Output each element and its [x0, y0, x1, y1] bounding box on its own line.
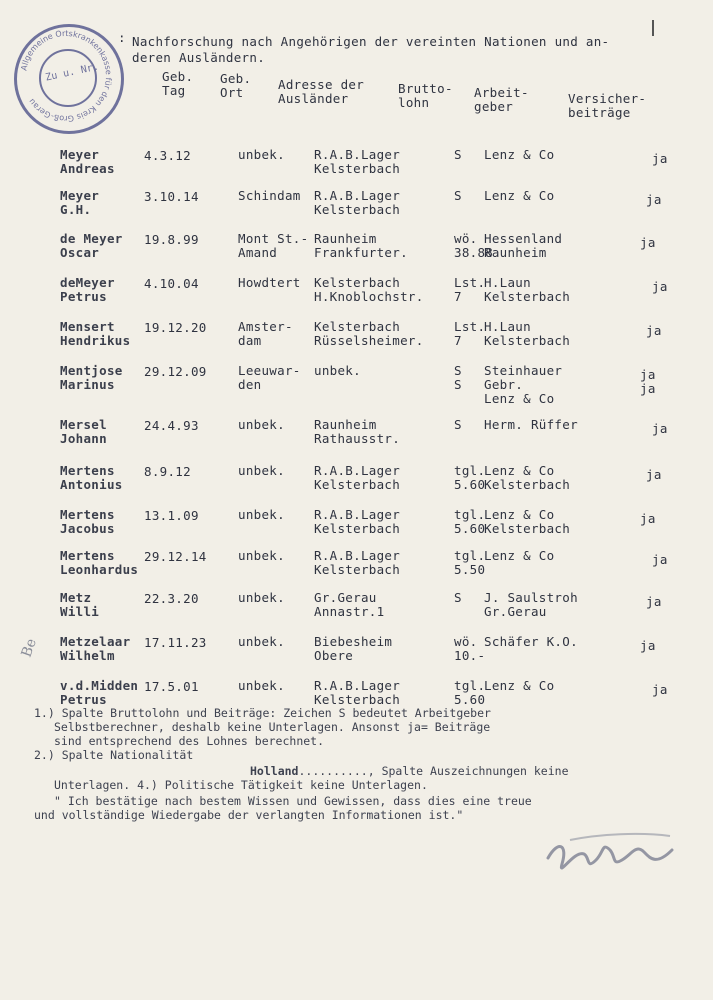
row-brutto-line: Lst.	[454, 275, 486, 290]
row-place-line: Mont St.-	[238, 231, 309, 246]
row-ja-line: ja	[652, 682, 668, 697]
row-date: 29.12.09	[144, 364, 207, 379]
row-brutto	[454, 508, 485, 536]
row-name-line: Oscar	[60, 245, 100, 260]
row-name	[60, 418, 107, 446]
row-name	[60, 320, 130, 348]
footnote-1: 1.) Spalte Bruttolohn und Beiträge: Zeichen S bedeutet Arbeitgeber	[34, 706, 491, 720]
row-addr-line: H.Knoblochstr.	[314, 289, 424, 304]
header-line1: Nachforschung nach Angehörigen der vereinten Nationen und an-	[132, 34, 610, 49]
footnote-3: Unterlagen. 4.) Politische Tätigkeit keine Unterlagen.	[54, 778, 428, 792]
row-place-line: Schindam	[238, 188, 301, 203]
row-addr-line: Raunheim	[314, 417, 377, 432]
row-addr	[314, 232, 408, 260]
row-ja	[640, 639, 656, 653]
row-ja-line: ja	[652, 279, 668, 294]
row-addr-line: Gr.Gerau	[314, 590, 377, 605]
header-line2: deren Ausländern.	[132, 50, 266, 65]
row-brutto	[454, 591, 462, 605]
row-ja	[652, 683, 668, 697]
row-date: 22.3.20	[144, 591, 199, 606]
row-ja-line: ja	[640, 511, 656, 526]
row-brutto-line: 5.60	[454, 521, 486, 536]
row-addr-line: R.A.B.Lager	[314, 507, 401, 522]
row-ja-line: ja	[652, 421, 668, 436]
row-addr-line: Kelsterbach	[314, 562, 401, 577]
row-name-line: Wilhelm	[60, 648, 115, 663]
row-employer	[484, 418, 578, 432]
row-ja	[646, 324, 662, 338]
row-addr	[314, 635, 392, 663]
row-brutto-line: 38.88	[454, 245, 494, 260]
row-ja-line: ja	[646, 594, 662, 609]
row-addr-line: Kelsterbach	[314, 275, 401, 290]
row-addr	[314, 679, 400, 707]
row-employer-line: Kelsterbach	[484, 521, 571, 536]
row-addr-line: Rathausstr.	[314, 431, 401, 446]
row-addr	[314, 364, 361, 378]
row-employer-line: Lenz & Co	[484, 391, 555, 406]
corner-mark	[652, 20, 654, 36]
row-name-line: Marinus	[60, 377, 115, 392]
row-date: 4.3.12	[144, 148, 191, 163]
row-name-line: Mertens	[60, 507, 115, 522]
row-name	[60, 549, 138, 577]
row-place-line: unbek.	[238, 634, 285, 649]
row-brutto-line: S	[454, 363, 462, 378]
footnote-1b: Selbstberechner, deshalb keine Unterlagen. Ansonst ja= Beiträge	[54, 720, 491, 734]
row-addr	[314, 464, 400, 492]
row-brutto-line: S	[454, 147, 462, 162]
row-date: 3.10.14	[144, 189, 199, 204]
row-place	[238, 418, 285, 432]
row-employer	[484, 549, 554, 563]
row-brutto	[454, 320, 485, 348]
row-ja	[652, 422, 668, 436]
row-employer-line: Lenz & Co	[484, 507, 555, 522]
row-addr-line: Kelsterbach	[314, 477, 401, 492]
row-name	[60, 679, 138, 707]
row-addr	[314, 508, 400, 536]
col-versicher: Versicher- beiträge	[568, 91, 647, 120]
row-employer-line: J. Saulstroh	[484, 590, 578, 605]
row-ja-line: ja	[640, 367, 656, 382]
row-brutto-line: 5.60	[454, 692, 486, 707]
row-addr	[314, 148, 400, 176]
row-addr-line: Rüsselsheimer.	[314, 333, 424, 348]
row-ja-line: ja	[646, 192, 662, 207]
row-place-line: unbek.	[238, 678, 285, 693]
row-name-line: Meyer	[60, 147, 100, 162]
row-brutto-line: 7	[454, 333, 462, 348]
row-place	[238, 189, 301, 203]
row-brutto-line: Lst.	[454, 319, 486, 334]
row-brutto-line: tgl.	[454, 678, 486, 693]
row-ja-line: ja	[646, 467, 662, 482]
row-addr	[314, 276, 424, 304]
row-name-line: v.d.Midden	[60, 678, 139, 693]
row-ja	[652, 152, 668, 166]
row-employer	[484, 148, 554, 162]
row-ja-line: ja	[652, 151, 668, 166]
row-name-line: Metz	[60, 590, 92, 605]
row-ja	[652, 280, 668, 294]
declaration-line1: " Ich bestätige nach bestem Wissen und Gewissen, dass dies eine treue	[54, 794, 532, 808]
row-ja	[640, 236, 656, 250]
row-addr-line: Frankfurter.	[314, 245, 408, 260]
row-place-line: Amster-	[238, 319, 293, 334]
row-employer-line: Raunheim	[484, 245, 547, 260]
footnote-2-line: Holland.........., Spalte Auszeichnungen keine	[250, 764, 569, 778]
row-name-line: Mertens	[60, 463, 115, 478]
row-ja-line: ja	[640, 381, 656, 396]
row-employer	[484, 189, 554, 203]
row-ja	[652, 553, 668, 567]
row-date: 24.4.93	[144, 418, 199, 433]
row-place	[238, 276, 301, 290]
row-place-line: Howdtert	[238, 275, 301, 290]
row-employer-line: H.Laun	[484, 319, 531, 334]
declaration-line2: und vollständige Wiedergabe der verlangten Informationen ist."	[34, 808, 464, 822]
col-geb-ort: Geb. Ort	[220, 71, 252, 100]
row-brutto	[454, 549, 485, 577]
row-addr-line: R.A.B.Lager	[314, 463, 401, 478]
row-addr-line: Obere	[314, 648, 354, 663]
row-brutto	[454, 418, 462, 432]
row-employer	[484, 232, 562, 260]
col-arbeitgeber: Arbeit- geber	[474, 85, 529, 114]
row-name	[60, 232, 123, 260]
row-addr-line: Biebesheim	[314, 634, 393, 649]
row-employer-line: Lenz & Co	[484, 548, 555, 563]
row-place-line: den	[238, 377, 262, 392]
row-brutto-line: 5.50	[454, 562, 486, 577]
col-adresse: Adresse der Ausländer	[278, 77, 365, 106]
row-addr-line: Kelsterbach	[314, 521, 401, 536]
row-ja	[646, 595, 662, 609]
row-date: 19.12.20	[144, 320, 207, 335]
row-brutto	[454, 679, 485, 707]
row-employer-line: Gr.Gerau	[484, 604, 547, 619]
row-brutto-line: 7	[454, 289, 462, 304]
row-place-line: unbek.	[238, 507, 285, 522]
row-addr-line: R.A.B.Lager	[314, 188, 401, 203]
row-employer	[484, 276, 570, 304]
row-place	[238, 591, 285, 605]
row-date: 19.8.99	[144, 232, 199, 247]
row-name-line: Petrus	[60, 692, 107, 707]
row-employer-line: Lenz & Co	[484, 678, 555, 693]
row-addr-line: Kelsterbach	[314, 161, 401, 176]
row-addr-line: R.A.B.Lager	[314, 678, 401, 693]
svg-text:Allgemeine Ortskrankenkasse fü: Allgemeine Ortskrankenkasse für den Kreis Groß-Gerau	[19, 28, 114, 124]
row-brutto-line: S	[454, 590, 462, 605]
row-name-line: Willi	[60, 604, 100, 619]
row-employer-line: Kelsterbach	[484, 477, 571, 492]
row-addr	[314, 418, 400, 446]
row-ja	[646, 468, 662, 482]
stamp-center: Zu u. Nr.	[44, 61, 100, 84]
row-brutto-line: 5.60	[454, 477, 486, 492]
row-ja-line: ja	[640, 235, 656, 250]
row-employer	[484, 635, 578, 649]
row-addr-line: Raunheim	[314, 231, 377, 246]
row-name-line: Leonhardus	[60, 562, 139, 577]
row-employer	[484, 320, 570, 348]
row-brutto	[454, 464, 485, 492]
row-place	[238, 549, 285, 563]
row-employer-line: Steinhauer	[484, 363, 563, 378]
row-place	[238, 464, 285, 478]
row-place-line: Amand	[238, 245, 278, 260]
header-prefix: :	[118, 30, 126, 45]
row-ja	[646, 193, 662, 207]
row-ja	[640, 368, 656, 396]
row-name-line: Johann	[60, 431, 107, 446]
row-name-line: Hendrikus	[60, 333, 131, 348]
col-brutto: Brutto- lohn	[398, 81, 453, 110]
nationality-value: Holland	[250, 764, 299, 778]
row-name	[60, 591, 99, 619]
row-place	[238, 148, 285, 162]
row-employer-line: Hessenland	[484, 231, 563, 246]
row-brutto	[454, 364, 462, 392]
row-employer-line: Kelsterbach	[484, 333, 571, 348]
row-addr-line: unbek.	[314, 363, 361, 378]
row-brutto-line: tgl.	[454, 548, 486, 563]
row-place-line: unbek.	[238, 590, 285, 605]
row-addr	[314, 591, 384, 619]
row-brutto-line: S	[454, 417, 462, 432]
row-place-line: unbek.	[238, 548, 285, 563]
row-date: 13.1.09	[144, 508, 199, 523]
row-addr-line: Kelsterbach	[314, 202, 401, 217]
row-employer-line: H.Laun	[484, 275, 531, 290]
row-name-line: Metzelaar	[60, 634, 131, 649]
row-place-line: unbek.	[238, 417, 285, 432]
row-addr-line: Annastr.1	[314, 604, 385, 619]
row-place	[238, 320, 293, 348]
row-employer	[484, 364, 562, 406]
row-addr	[314, 549, 400, 577]
row-addr	[314, 320, 424, 348]
row-place	[238, 508, 285, 522]
row-addr-line: R.A.B.Lager	[314, 147, 401, 162]
row-name-line: Andreas	[60, 161, 115, 176]
row-addr-line: R.A.B.Lager	[314, 548, 401, 563]
row-brutto-line: 10.-	[454, 648, 486, 663]
row-name	[60, 148, 115, 176]
row-name	[60, 276, 115, 304]
row-name-line: Meyer	[60, 188, 100, 203]
row-date: 17.5.01	[144, 679, 199, 694]
row-place-line: unbek.	[238, 147, 285, 162]
row-employer-line: Gebr.	[484, 377, 524, 392]
row-place	[238, 364, 301, 392]
footnote-2: 2.) Spalte Nationalität	[34, 748, 194, 762]
row-employer	[484, 508, 570, 536]
row-employer-line: Schäfer K.O.	[484, 634, 578, 649]
row-name-line: de Meyer	[60, 231, 123, 246]
row-place-line: unbek.	[238, 463, 285, 478]
row-employer	[484, 679, 554, 693]
row-name-line: Antonius	[60, 477, 123, 492]
row-date: 29.12.14	[144, 549, 207, 564]
row-name-line: Petrus	[60, 289, 107, 304]
row-addr-line: Kelsterbach	[314, 319, 401, 334]
handwritten-signature	[540, 820, 680, 890]
row-place-line: dam	[238, 333, 262, 348]
row-name	[60, 364, 123, 392]
row-date: 17.11.23	[144, 635, 207, 650]
row-name	[60, 189, 99, 217]
row-employer-line: Herm. Rüffer	[484, 417, 578, 432]
row-brutto-line: wö.	[454, 634, 478, 649]
row-ja-line: ja	[640, 638, 656, 653]
row-employer-line: Lenz & Co	[484, 147, 555, 162]
row-employer-line: Kelsterbach	[484, 289, 571, 304]
row-name	[60, 508, 115, 536]
row-brutto-line: tgl.	[454, 507, 486, 522]
row-name-line: Mentjose	[60, 363, 123, 378]
row-date: 4.10.04	[144, 276, 199, 291]
col-geb-tag: Geb. Tag	[162, 69, 194, 98]
row-brutto	[454, 189, 462, 203]
row-name-line: deMeyer	[60, 275, 115, 290]
row-employer-line: Lenz & Co	[484, 463, 555, 478]
row-name	[60, 464, 123, 492]
footnote-1c: sind entsprechend des Lohnes berechnet.	[54, 734, 325, 748]
row-brutto-line: tgl.	[454, 463, 486, 478]
row-employer	[484, 464, 570, 492]
row-brutto	[454, 276, 485, 304]
row-name	[60, 635, 130, 663]
row-place	[238, 232, 308, 260]
row-name-line: G.H.	[60, 202, 92, 217]
row-name-line: Jacobus	[60, 521, 115, 536]
row-ja	[640, 512, 656, 526]
row-employer	[484, 591, 578, 619]
row-ja-line: ja	[652, 552, 668, 567]
row-date: 8.9.12	[144, 464, 191, 479]
row-brutto-line: S	[454, 377, 462, 392]
row-brutto-line: S	[454, 188, 462, 203]
margin-pencil-mark: Be	[18, 636, 40, 660]
row-place	[238, 635, 285, 649]
row-brutto-line: wö.	[454, 231, 478, 246]
row-ja-line: ja	[646, 323, 662, 338]
row-addr	[314, 189, 400, 217]
row-name-line: Mertens	[60, 548, 115, 563]
row-name-line: Mensert	[60, 319, 115, 334]
row-place-line: Leeuwar-	[238, 363, 301, 378]
row-employer-line: Lenz & Co	[484, 188, 555, 203]
office-stamp	[14, 24, 124, 134]
row-addr-line: Kelsterbach	[314, 692, 401, 707]
row-brutto	[454, 148, 462, 162]
row-name-line: Mersel	[60, 417, 107, 432]
row-brutto	[454, 635, 485, 663]
row-place	[238, 679, 285, 693]
